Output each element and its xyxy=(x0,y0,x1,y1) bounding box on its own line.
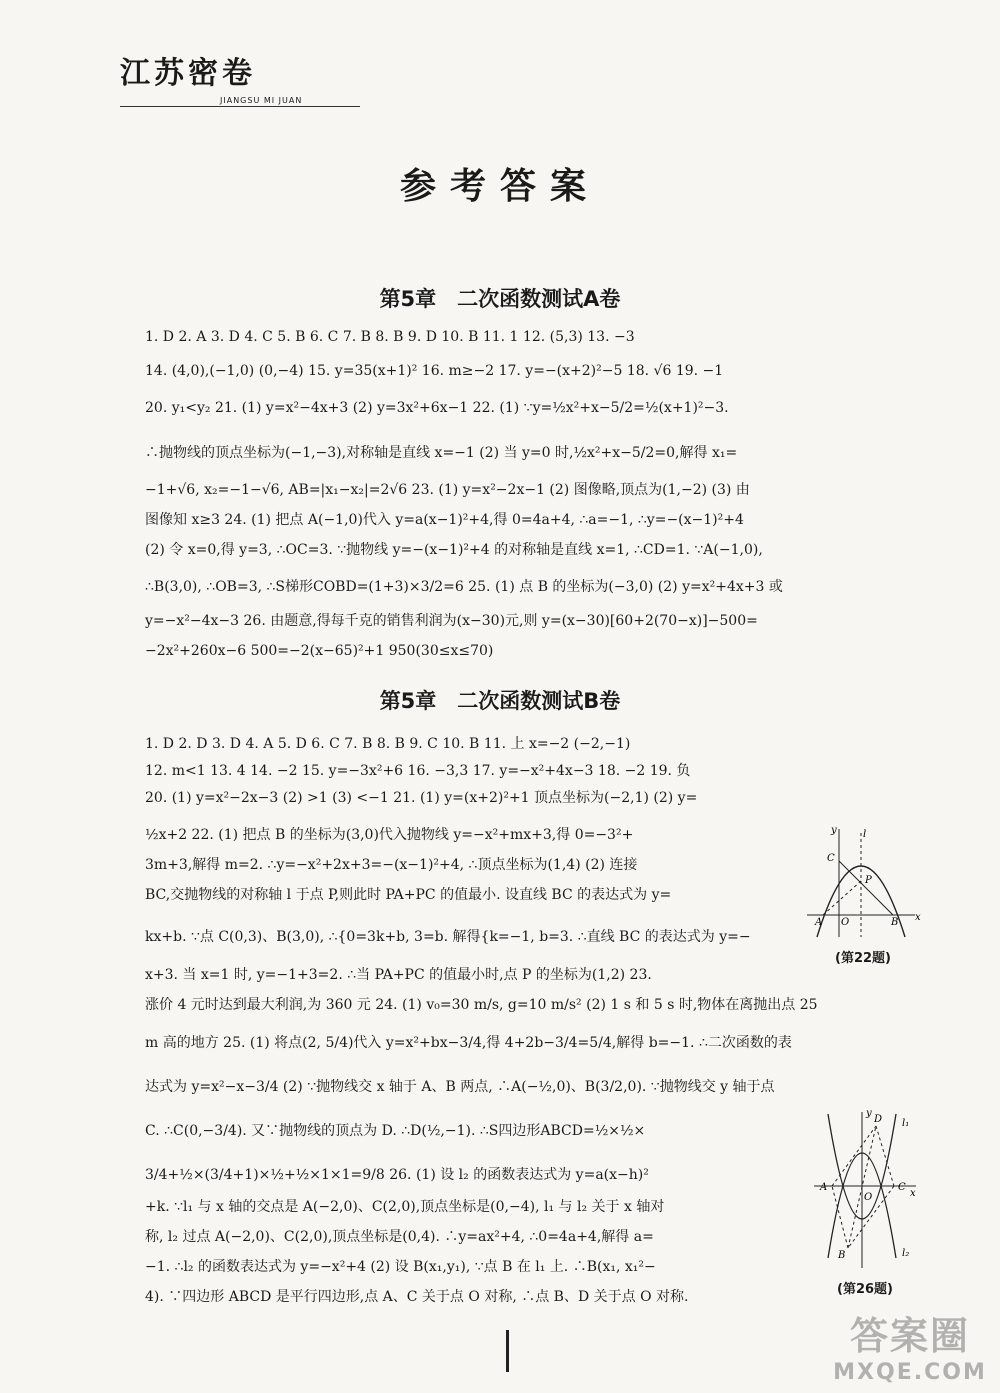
answer-line: x+3. 当 x=1 时, y=−1+3=2. ∴当 PA+PC 的值最小时,点 P 的坐标为(1,2) 23. xyxy=(145,967,652,983)
watermark-url: MXQE.COM xyxy=(833,1360,987,1385)
answer-line: 20. y₁<y₂ 21. (1) y=x²−4x+3 (2) y=3x²+6x−1 22. (1) ∵y=½x²+x−5/2=½(x+1)²−3. xyxy=(145,400,729,416)
axis-label-y: y xyxy=(866,1108,872,1119)
answer-line: 20. (1) y=x²−2x−3 (2) >1 (3) <−1 21. (1) y=(x+2)²+1 顶点坐标为(−2,1) (2) y= xyxy=(145,790,698,806)
axis-label-x: x xyxy=(915,912,921,923)
figure-26-caption: (第26题) xyxy=(837,1282,893,1297)
page-title: 参考答案 xyxy=(399,166,600,207)
axis-label-x: x xyxy=(910,1188,916,1199)
label-d: D xyxy=(874,1114,883,1125)
answer-line: +k. ∵l₁ 与 x 轴的交点是 A(−2,0)、C(2,0),顶点坐标是(0,−4), l₁ 与 l₂ 关于 x 轴对 xyxy=(145,1199,665,1215)
figure-26-graph xyxy=(810,1108,920,1276)
answer-line: C. ∴C(0,−3/4). 又∵抛物线的顶点为 D. ∴D(½,−1). ∴S四边形ABCD=½×½× xyxy=(145,1123,646,1139)
answer-line: kx+b. ∵点 C(0,3)、B(3,0), ∴{0=3k+b, 3=b. 解得{k=−1, b=3. ∴直线 BC 的表达式为 y=− xyxy=(145,929,751,945)
section-a-title: 第5章 二次函数测试A卷 xyxy=(379,287,621,311)
logo-subtitle: JIANGSU MI JUAN xyxy=(220,96,303,105)
figure-26 xyxy=(810,1108,920,1297)
answer-line: 14. (4,0),(−1,0) (0,−4) 15. y=35(x+1)² 16. m≥−2 17. y=−(x+2)²−5 18. √6 19. −1 xyxy=(145,363,724,379)
answer-line: ∴B(3,0), ∴OB=3, ∴S梯形COBD=(1+3)×3/2=6 25. (1) 点 B 的坐标为(−3,0) (2) y=x²+4x+3 或 xyxy=(145,579,783,595)
answer-line: (2) 令 x=0,得 y=3, ∴OC=3. ∵抛物线 y=−(x−1)²+4 的对称轴是直线 x=1, ∴CD=1. ∵A(−1,0), xyxy=(145,542,763,558)
label-l1: l₁ xyxy=(902,1118,910,1129)
watermark-text: 答案圈 xyxy=(849,1314,970,1358)
label-a: A xyxy=(820,1182,828,1193)
axis-label-y: y xyxy=(831,825,837,836)
page-number-mark xyxy=(506,1330,509,1372)
figure-22-caption: (第22题) xyxy=(835,951,891,966)
label-b: B xyxy=(891,917,899,928)
answer-line: ∴抛物线的顶点坐标为(−1,−3),对称轴是直线 x=−1 (2) 当 y=0 时,½x²+x−5/2=0,解得 x₁= xyxy=(145,445,738,461)
figure-22 xyxy=(803,825,923,966)
answer-line: BC,交抛物线的对称轴 l 于点 P,则此时 PA+PC 的值最小. 设直线 BC 的表达式为 y= xyxy=(145,887,672,903)
answer-line: 12. m<1 13. 4 14. −2 15. y=−3x²+6 16. −3,3 17. y=−x²+4x−3 18. −2 19. 负 xyxy=(145,763,691,779)
label-b: B xyxy=(838,1250,846,1261)
answer-line: 涨价 4 元时达到最大利润,为 360 元 24. (1) v₀=30 m/s, g=10 m/s² (2) 1 s 和 5 s 时,物体在离抛出点 25 xyxy=(145,997,818,1013)
label-a: A xyxy=(815,917,823,928)
label-c: C xyxy=(827,853,835,864)
answer-line: −1+√6, x₂=−1−√6, AB=|x₁−x₂|=2√6 23. (1) y=x²−2x−1 (2) 图像略,顶点为(1,−2) (3) 由 xyxy=(145,482,750,498)
answer-line: 1. D 2. A 3. D 4. C 5. B 6. C 7. B 8. B 9. D 10. B 11. 1 12. (5,3) 13. −3 xyxy=(145,329,635,345)
answer-line: 称, l₂ 过点 A(−2,0)、C(2,0),顶点坐标是(0,4). ∴y=ax²+4, ∴0=4a+4,解得 a= xyxy=(145,1229,654,1245)
label-c: C xyxy=(898,1182,906,1193)
answer-line: 1. D 2. D 3. D 4. A 5. D 6. C 7. B 8. B 9. C 10. B 11. 上 x=−2 (−2,−1) xyxy=(145,736,631,752)
label-l2: l₂ xyxy=(902,1248,910,1259)
label-o: O xyxy=(864,1192,873,1203)
answer-line: m 高的地方 25. (1) 将点(2, 5/4)代入 y=x²+bx−3/4,得 4+2b−3/4=5/4,解得 b=−1. ∴二次函数的表 xyxy=(145,1035,792,1051)
logo-underline xyxy=(120,106,360,107)
label-l: l xyxy=(863,829,867,840)
watermark xyxy=(820,1305,1000,1385)
brand-logo xyxy=(120,48,380,108)
answer-line: 达式为 y=x²−x−3/4 (2) ∵抛物线交 x 轴于 A、B 两点, ∴A(−½,0)、B(3/2,0). ∵抛物线交 y 轴于点 xyxy=(145,1079,775,1095)
answer-line: 4). ∵四边形 ABCD 是平行四边形,点 A、C 关于点 O 对称, ∴点 B、D 关于点 O 对称. xyxy=(145,1289,689,1305)
logo-text: 江苏密卷 xyxy=(120,56,256,91)
answer-line: ½x+2 22. (1) 把点 B 的坐标为(3,0)代入抛物线 y=−x²+mx+3,得 0=−3²+ xyxy=(145,827,634,843)
answer-line: −2x²+260x−6 500=−2(x−65)²+1 950(30≤x≤70) xyxy=(145,643,494,659)
answer-line: −1. ∴l₂ 的函数表达式为 y=−x²+4 (2) 设 B(x₁,y₁), ∵点 B 在 l₁ 上. ∴B(x₁, x₁²− xyxy=(145,1259,656,1275)
label-p: P xyxy=(865,875,872,886)
answer-line: 3/4+½×(3/4+1)×½+½×1×1=9/8 26. (1) 设 l₂ 的函数表达式为 y=a(x−h)² xyxy=(145,1167,649,1183)
label-o: O xyxy=(841,917,850,928)
answer-line: 3m+3,解得 m=2. ∴y=−x²+2x+3=−(x−1)²+4, ∴顶点坐标为(1,4) (2) 连接 xyxy=(145,857,638,873)
answer-line: 图像知 x≥3 24. (1) 把点 A(−1,0)代入 y=a(x−1)²+4,得 0=4a+4, ∴a=−1, ∴y=−(x−1)²+4 xyxy=(145,512,744,528)
answer-line: y=−x²−4x−3 26. 由题意,得每千克的销售利润为(x−30)元,则 y=(x−30)[60+2(70−x)]−500= xyxy=(145,613,758,629)
section-b-title: 第5章 二次函数测试B卷 xyxy=(379,689,621,713)
figure-22-graph xyxy=(803,825,923,945)
